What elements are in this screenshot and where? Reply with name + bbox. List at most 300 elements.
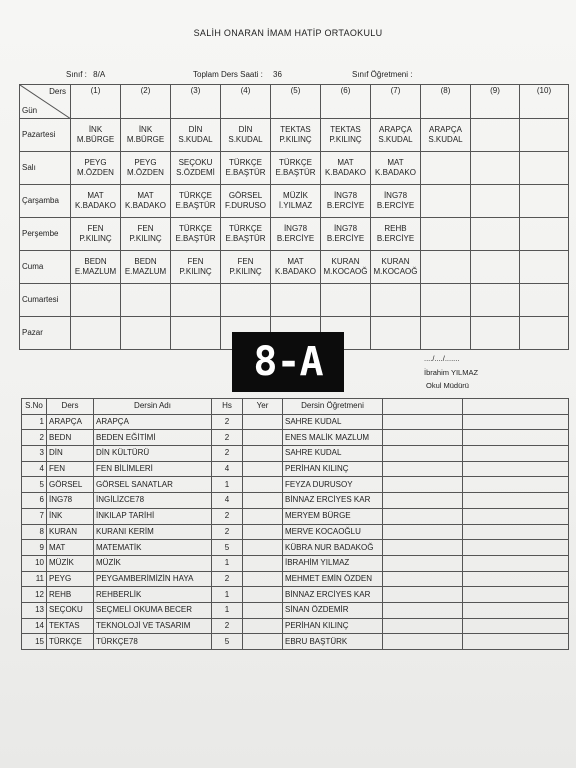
period-number: (4) (240, 85, 251, 95)
lesson-code: İNG78 (333, 191, 358, 200)
course-number: 11 (22, 571, 47, 587)
course-hours: 2 (212, 446, 243, 462)
period-header (121, 85, 171, 119)
lesson-cell (471, 284, 520, 317)
period-number: (9) (490, 85, 500, 95)
lesson-code: KURAN (331, 257, 360, 266)
empty-cell (463, 602, 569, 618)
lesson-code: İNG78 (283, 224, 308, 233)
lesson-teacher: K.BADAKO (375, 168, 416, 177)
table-row (22, 430, 569, 446)
course-hours: 4 (212, 493, 243, 509)
table-row (22, 414, 569, 430)
lesson-cell (421, 284, 471, 317)
lesson-cell (71, 284, 121, 317)
course-room (243, 508, 283, 524)
course-teacher: PERİHAN KILINÇ (283, 618, 383, 634)
lesson-cell (520, 218, 569, 251)
course-number: 5 (22, 477, 47, 493)
total-hours-info (193, 70, 282, 79)
lesson-cell (371, 152, 421, 185)
lesson-cell (471, 251, 520, 284)
course-teacher: BİNNAZ ERCİYES KAR (283, 587, 383, 603)
empty-cell (383, 493, 463, 509)
lesson-teacher: K.BADAKO (75, 201, 116, 210)
lesson-cell (371, 185, 421, 218)
course-code: PEYG (47, 571, 94, 587)
lesson-code: SEÇOKU (178, 158, 213, 167)
course-room (243, 618, 283, 634)
lesson-code: KURAN (381, 257, 410, 266)
course-column-header: S.No (22, 399, 47, 415)
lesson-cell (221, 185, 271, 218)
course-code: BEDN (47, 430, 94, 446)
empty-cell (463, 508, 569, 524)
course-number: 8 (22, 524, 47, 540)
lesson-code: TÜRKÇE (229, 158, 262, 167)
empty-cell (383, 634, 463, 650)
course-number: 10 (22, 555, 47, 571)
table-row (22, 634, 569, 650)
lesson-cell (271, 218, 321, 251)
lesson-code: FEN (87, 224, 104, 233)
course-teacher: PERİHAN KILINÇ (283, 461, 383, 477)
lesson-cell (121, 119, 171, 152)
day-name: Cuma (20, 251, 71, 284)
timetable-day-row (20, 251, 569, 284)
lesson-code: ARAPÇA (379, 125, 412, 134)
lesson-cell (321, 152, 371, 185)
timetable-day-row (20, 119, 569, 152)
lesson-cell (371, 251, 421, 284)
lesson-cell (321, 119, 371, 152)
course-code: İNK (47, 508, 94, 524)
table-row (22, 618, 569, 634)
empty-cell (383, 540, 463, 556)
table-row (22, 524, 569, 540)
corner-label-ders: Ders (49, 87, 66, 96)
empty-cell (383, 446, 463, 462)
lesson-cell (121, 251, 171, 284)
course-room (243, 430, 283, 446)
course-hours: 1 (212, 587, 243, 603)
lesson-code: MÜZİK (283, 191, 308, 200)
lesson-teacher: M.KOCAOĞ (323, 267, 368, 276)
day-name: Cumartesi (20, 284, 71, 317)
lesson-code: PEYG (84, 158, 107, 167)
lesson-teacher: M.BÜRGE (76, 135, 115, 144)
course-hours: 2 (212, 508, 243, 524)
lesson-cell (71, 152, 121, 185)
lesson-cell (321, 218, 371, 251)
lesson-cell (271, 152, 321, 185)
course-hours: 2 (212, 414, 243, 430)
lesson-cell (471, 218, 520, 251)
period-number: (10) (536, 85, 552, 95)
lesson-teacher: B.ERCİYE (376, 201, 415, 210)
lesson-teacher: M.KOCAOĞ (373, 267, 418, 276)
table-row (22, 540, 569, 556)
lesson-cell (171, 185, 221, 218)
lesson-teacher: M.ÖZDEN (77, 168, 114, 177)
lesson-cell (121, 152, 171, 185)
course-code: TÜRKÇE (47, 634, 94, 650)
course-code: TEKTAS (47, 618, 94, 634)
lesson-teacher: K.BADAKO (125, 201, 166, 210)
course-name: İNGİLİZCE78 (94, 493, 212, 509)
timetable-header-row (20, 85, 569, 119)
lesson-cell (221, 251, 271, 284)
lesson-cell (71, 218, 121, 251)
lesson-code: DİN (238, 125, 253, 134)
lesson-teacher: P.KILINÇ (129, 234, 162, 243)
table-row (22, 571, 569, 587)
school-title: SALİH ONARAN İMAM HATİP ORTAOKULU (193, 28, 383, 38)
course-code: SEÇOKU (47, 602, 94, 618)
class-teacher-info (352, 70, 412, 79)
course-hours: 4 (212, 461, 243, 477)
course-name: İNKILAP TARİHİ (94, 508, 212, 524)
course-list-header-row (22, 399, 569, 415)
period-header (221, 85, 271, 119)
lesson-teacher: E.MAZLUM (74, 267, 117, 276)
period-header (271, 85, 321, 119)
lesson-cell (520, 251, 569, 284)
day-name: Perşembe (20, 218, 71, 251)
lesson-cell (71, 317, 121, 350)
period-header (421, 85, 471, 119)
empty-cell (463, 430, 569, 446)
course-room (243, 461, 283, 477)
lesson-cell (421, 251, 471, 284)
lesson-teacher: P.KILINÇ (279, 135, 312, 144)
lesson-cell (520, 284, 569, 317)
timetable-day-row (20, 218, 569, 251)
lesson-cell (520, 152, 569, 185)
course-teacher: MERVE KOCAOĞLU (283, 524, 383, 540)
course-hours: 2 (212, 618, 243, 634)
table-row (22, 602, 569, 618)
empty-cell (383, 587, 463, 603)
course-name: GÖRSEL SANATLAR (94, 477, 212, 493)
period-header (471, 85, 520, 119)
lesson-teacher: B.ERCİYE (276, 234, 315, 243)
course-column-header (463, 399, 569, 415)
course-number: 3 (22, 446, 47, 462)
class-value: 8/A (93, 70, 106, 79)
empty-cell (463, 446, 569, 462)
lesson-teacher: E.BAŞTÜR (275, 168, 316, 177)
lesson-cell (121, 284, 171, 317)
lesson-teacher: B.ERCİYE (326, 234, 365, 243)
course-teacher: SAHRE KUDAL (283, 414, 383, 430)
course-teacher: KÜBRA NUR BADAKOĞ (283, 540, 383, 556)
course-teacher: ENES MALİK MAZLUM (283, 430, 383, 446)
lesson-teacher: B.ERCİYE (326, 201, 365, 210)
lesson-cell (121, 218, 171, 251)
lesson-cell (171, 152, 221, 185)
lesson-teacher: S.KUDAL (178, 135, 213, 144)
empty-cell (463, 555, 569, 571)
lesson-cell (171, 218, 221, 251)
class-teacher-label: Sınıf Öğretmeni : (352, 70, 413, 79)
empty-cell (463, 634, 569, 650)
table-row (22, 477, 569, 493)
period-header (321, 85, 371, 119)
course-name: ARAPÇA (94, 414, 212, 430)
lesson-cell (471, 119, 520, 152)
day-name: Pazartesi (20, 119, 71, 152)
lesson-code: TÜRKÇE (179, 224, 212, 233)
lesson-cell (171, 284, 221, 317)
total-hours-value: 36 (273, 70, 282, 79)
lesson-cell (271, 185, 321, 218)
corner-label-gun: Gün (22, 106, 38, 115)
lesson-teacher: M.ÖZDEN (127, 168, 164, 177)
lesson-code: MAT (387, 158, 404, 167)
course-hours: 1 (212, 477, 243, 493)
course-number: 14 (22, 618, 47, 634)
empty-cell (383, 524, 463, 540)
course-column-header: Ders (47, 399, 94, 415)
lesson-code: PEYG (134, 158, 157, 167)
lesson-code: MAT (87, 191, 104, 200)
course-name: TEKNOLOJİ VE TASARIM (94, 618, 212, 634)
lesson-teacher: K.BADAKO (275, 267, 316, 276)
course-number: 15 (22, 634, 47, 650)
empty-cell (383, 618, 463, 634)
lesson-cell (421, 218, 471, 251)
empty-cell (463, 587, 569, 603)
course-hours: 2 (212, 571, 243, 587)
course-teacher: MEHMET EMİN ÖZDEN (283, 571, 383, 587)
course-column-header: Hs (212, 399, 243, 415)
lesson-code: TEKTAS (280, 125, 311, 134)
lesson-cell (520, 119, 569, 152)
lesson-teacher: P.KILINÇ (229, 267, 262, 276)
period-header (71, 85, 121, 119)
timetable-corner-cell (20, 85, 71, 119)
lesson-teacher: F.DURUSO (225, 201, 266, 210)
course-column-header: Dersin Öğretmeni (283, 399, 383, 415)
timetable-day-row (20, 185, 569, 218)
lesson-code: MAT (337, 158, 354, 167)
lesson-teacher: M.BÜRGE (126, 135, 165, 144)
course-room (243, 446, 283, 462)
lesson-code: İNK (138, 125, 153, 134)
lesson-cell (371, 119, 421, 152)
course-list-table (21, 398, 569, 650)
lesson-teacher: P.KILINÇ (179, 267, 212, 276)
lesson-cell (171, 251, 221, 284)
lesson-cell (520, 185, 569, 218)
lesson-teacher: E.BAŞTÜR (225, 168, 266, 177)
lesson-cell (221, 152, 271, 185)
lesson-cell (321, 251, 371, 284)
lesson-cell (71, 185, 121, 218)
lesson-cell (421, 317, 471, 350)
course-room (243, 555, 283, 571)
course-code: ARAPÇA (47, 414, 94, 430)
course-room (243, 524, 283, 540)
lesson-teacher: S.ÖZDEMİ (176, 168, 215, 177)
lesson-cell (271, 251, 321, 284)
timetable-day-row (20, 284, 569, 317)
principal-title: Okul Müdürü (426, 381, 469, 390)
course-name: FEN BİLİMLERİ (94, 461, 212, 477)
period-number: (3) (190, 85, 201, 95)
course-code: DİN (47, 446, 94, 462)
lesson-cell (321, 284, 371, 317)
day-name: Pazar (20, 317, 71, 350)
lesson-teacher: E.BAŞTÜR (175, 201, 216, 210)
course-name: MATEMATİK (94, 540, 212, 556)
course-name: REHBERLİK (94, 587, 212, 603)
lesson-teacher: P.KILINÇ (79, 234, 112, 243)
table-row (22, 493, 569, 509)
lesson-code: TÜRKÇE (229, 224, 262, 233)
lesson-cell (71, 251, 121, 284)
empty-cell (463, 618, 569, 634)
lesson-teacher: S.KUDAL (378, 135, 413, 144)
course-code: İNG78 (47, 493, 94, 509)
lesson-cell (121, 185, 171, 218)
lesson-teacher: B.ERCİYE (376, 234, 415, 243)
course-hours: 2 (212, 524, 243, 540)
lesson-code: TÜRKÇE (179, 191, 212, 200)
lesson-cell (421, 152, 471, 185)
lesson-cell (271, 119, 321, 152)
principal-name: İbrahim YILMAZ (424, 368, 479, 377)
lesson-code: İNG78 (383, 191, 408, 200)
course-number: 13 (22, 602, 47, 618)
course-teacher: MERYEM BÜRGE (283, 508, 383, 524)
course-name: MÜZİK (94, 555, 212, 571)
empty-cell (383, 508, 463, 524)
course-number: 12 (22, 587, 47, 603)
course-name: SEÇMELİ OKUMA BECER (94, 602, 212, 618)
table-row (22, 587, 569, 603)
empty-cell (383, 414, 463, 430)
course-code: GÖRSEL (47, 477, 94, 493)
class-info (66, 70, 105, 79)
lesson-cell (321, 185, 371, 218)
period-header (171, 85, 221, 119)
lesson-cell (171, 317, 221, 350)
lesson-teacher: E.BAŞTÜR (175, 234, 216, 243)
lesson-cell (421, 185, 471, 218)
day-name: Salı (20, 152, 71, 185)
lesson-cell (121, 317, 171, 350)
empty-cell (383, 477, 463, 493)
course-number: 9 (22, 540, 47, 556)
course-room (243, 634, 283, 650)
weekly-timetable (19, 84, 569, 350)
period-number: (7) (390, 85, 401, 95)
course-name: DİN KÜLTÜRÜ (94, 446, 212, 462)
course-name: TÜRKÇE78 (94, 634, 212, 650)
lesson-cell (471, 152, 520, 185)
lesson-code: TÜRKÇE (279, 158, 312, 167)
lesson-code: BEDN (84, 257, 107, 266)
lesson-code: ARAPÇA (429, 125, 462, 134)
empty-cell (383, 571, 463, 587)
lesson-cell (471, 185, 520, 218)
course-code: MÜZİK (47, 555, 94, 571)
class-label: Sınıf : (66, 70, 87, 79)
period-number: (1) (90, 85, 101, 95)
course-room (243, 477, 283, 493)
lesson-cell (221, 218, 271, 251)
course-column-header: Yer (243, 399, 283, 415)
lesson-teacher: K.BADAKO (325, 168, 366, 177)
table-row (22, 508, 569, 524)
lesson-cell (520, 317, 569, 350)
course-hours: 2 (212, 430, 243, 446)
lesson-cell (171, 119, 221, 152)
course-code: FEN (47, 461, 94, 477)
lesson-cell (471, 317, 520, 350)
lesson-teacher: E.BAŞTÜR (225, 234, 266, 243)
lesson-cell (71, 119, 121, 152)
lesson-teacher: İ.YILMAZ (278, 201, 313, 210)
empty-cell (463, 540, 569, 556)
course-teacher: BİNNAZ ERCİYES KAR (283, 493, 383, 509)
period-header (520, 85, 569, 119)
lesson-code: MAT (287, 257, 304, 266)
lesson-teacher: P.KILINÇ (329, 135, 362, 144)
course-hours: 1 (212, 602, 243, 618)
period-number: (2) (140, 85, 151, 95)
class-stamp: 8-A (232, 332, 344, 392)
course-number: 4 (22, 461, 47, 477)
lesson-teacher: S.KUDAL (428, 135, 463, 144)
empty-cell (463, 461, 569, 477)
lesson-code: DİN (188, 125, 203, 134)
course-number: 1 (22, 414, 47, 430)
course-hours: 1 (212, 555, 243, 571)
empty-cell (463, 524, 569, 540)
course-column-header (383, 399, 463, 415)
period-number: (5) (290, 85, 301, 95)
course-teacher: FEYZA DURUSOY (283, 477, 383, 493)
course-code: MAT (47, 540, 94, 556)
period-header (371, 85, 421, 119)
lesson-cell (371, 218, 421, 251)
empty-cell (383, 461, 463, 477)
course-hours: 5 (212, 540, 243, 556)
period-number: (6) (340, 85, 351, 95)
lesson-code: İNK (88, 125, 103, 134)
course-room (243, 493, 283, 509)
lesson-code: GÖRSEL (228, 191, 263, 200)
course-room (243, 602, 283, 618)
lesson-teacher: S.KUDAL (228, 135, 263, 144)
course-name: PEYGAMBERİMİZİN HAYA (94, 571, 212, 587)
course-number: 7 (22, 508, 47, 524)
course-room (243, 414, 283, 430)
course-name: BEDEN EĞİTİMİ (94, 430, 212, 446)
course-column-header: Dersin Adı (94, 399, 212, 415)
timetable-day-row (20, 152, 569, 185)
lesson-cell (271, 284, 321, 317)
signature-date: ..../..../....... (424, 354, 460, 363)
course-room (243, 587, 283, 603)
empty-cell (383, 555, 463, 571)
course-number: 2 (22, 430, 47, 446)
course-name: KURANI KERİM (94, 524, 212, 540)
lesson-cell (221, 119, 271, 152)
